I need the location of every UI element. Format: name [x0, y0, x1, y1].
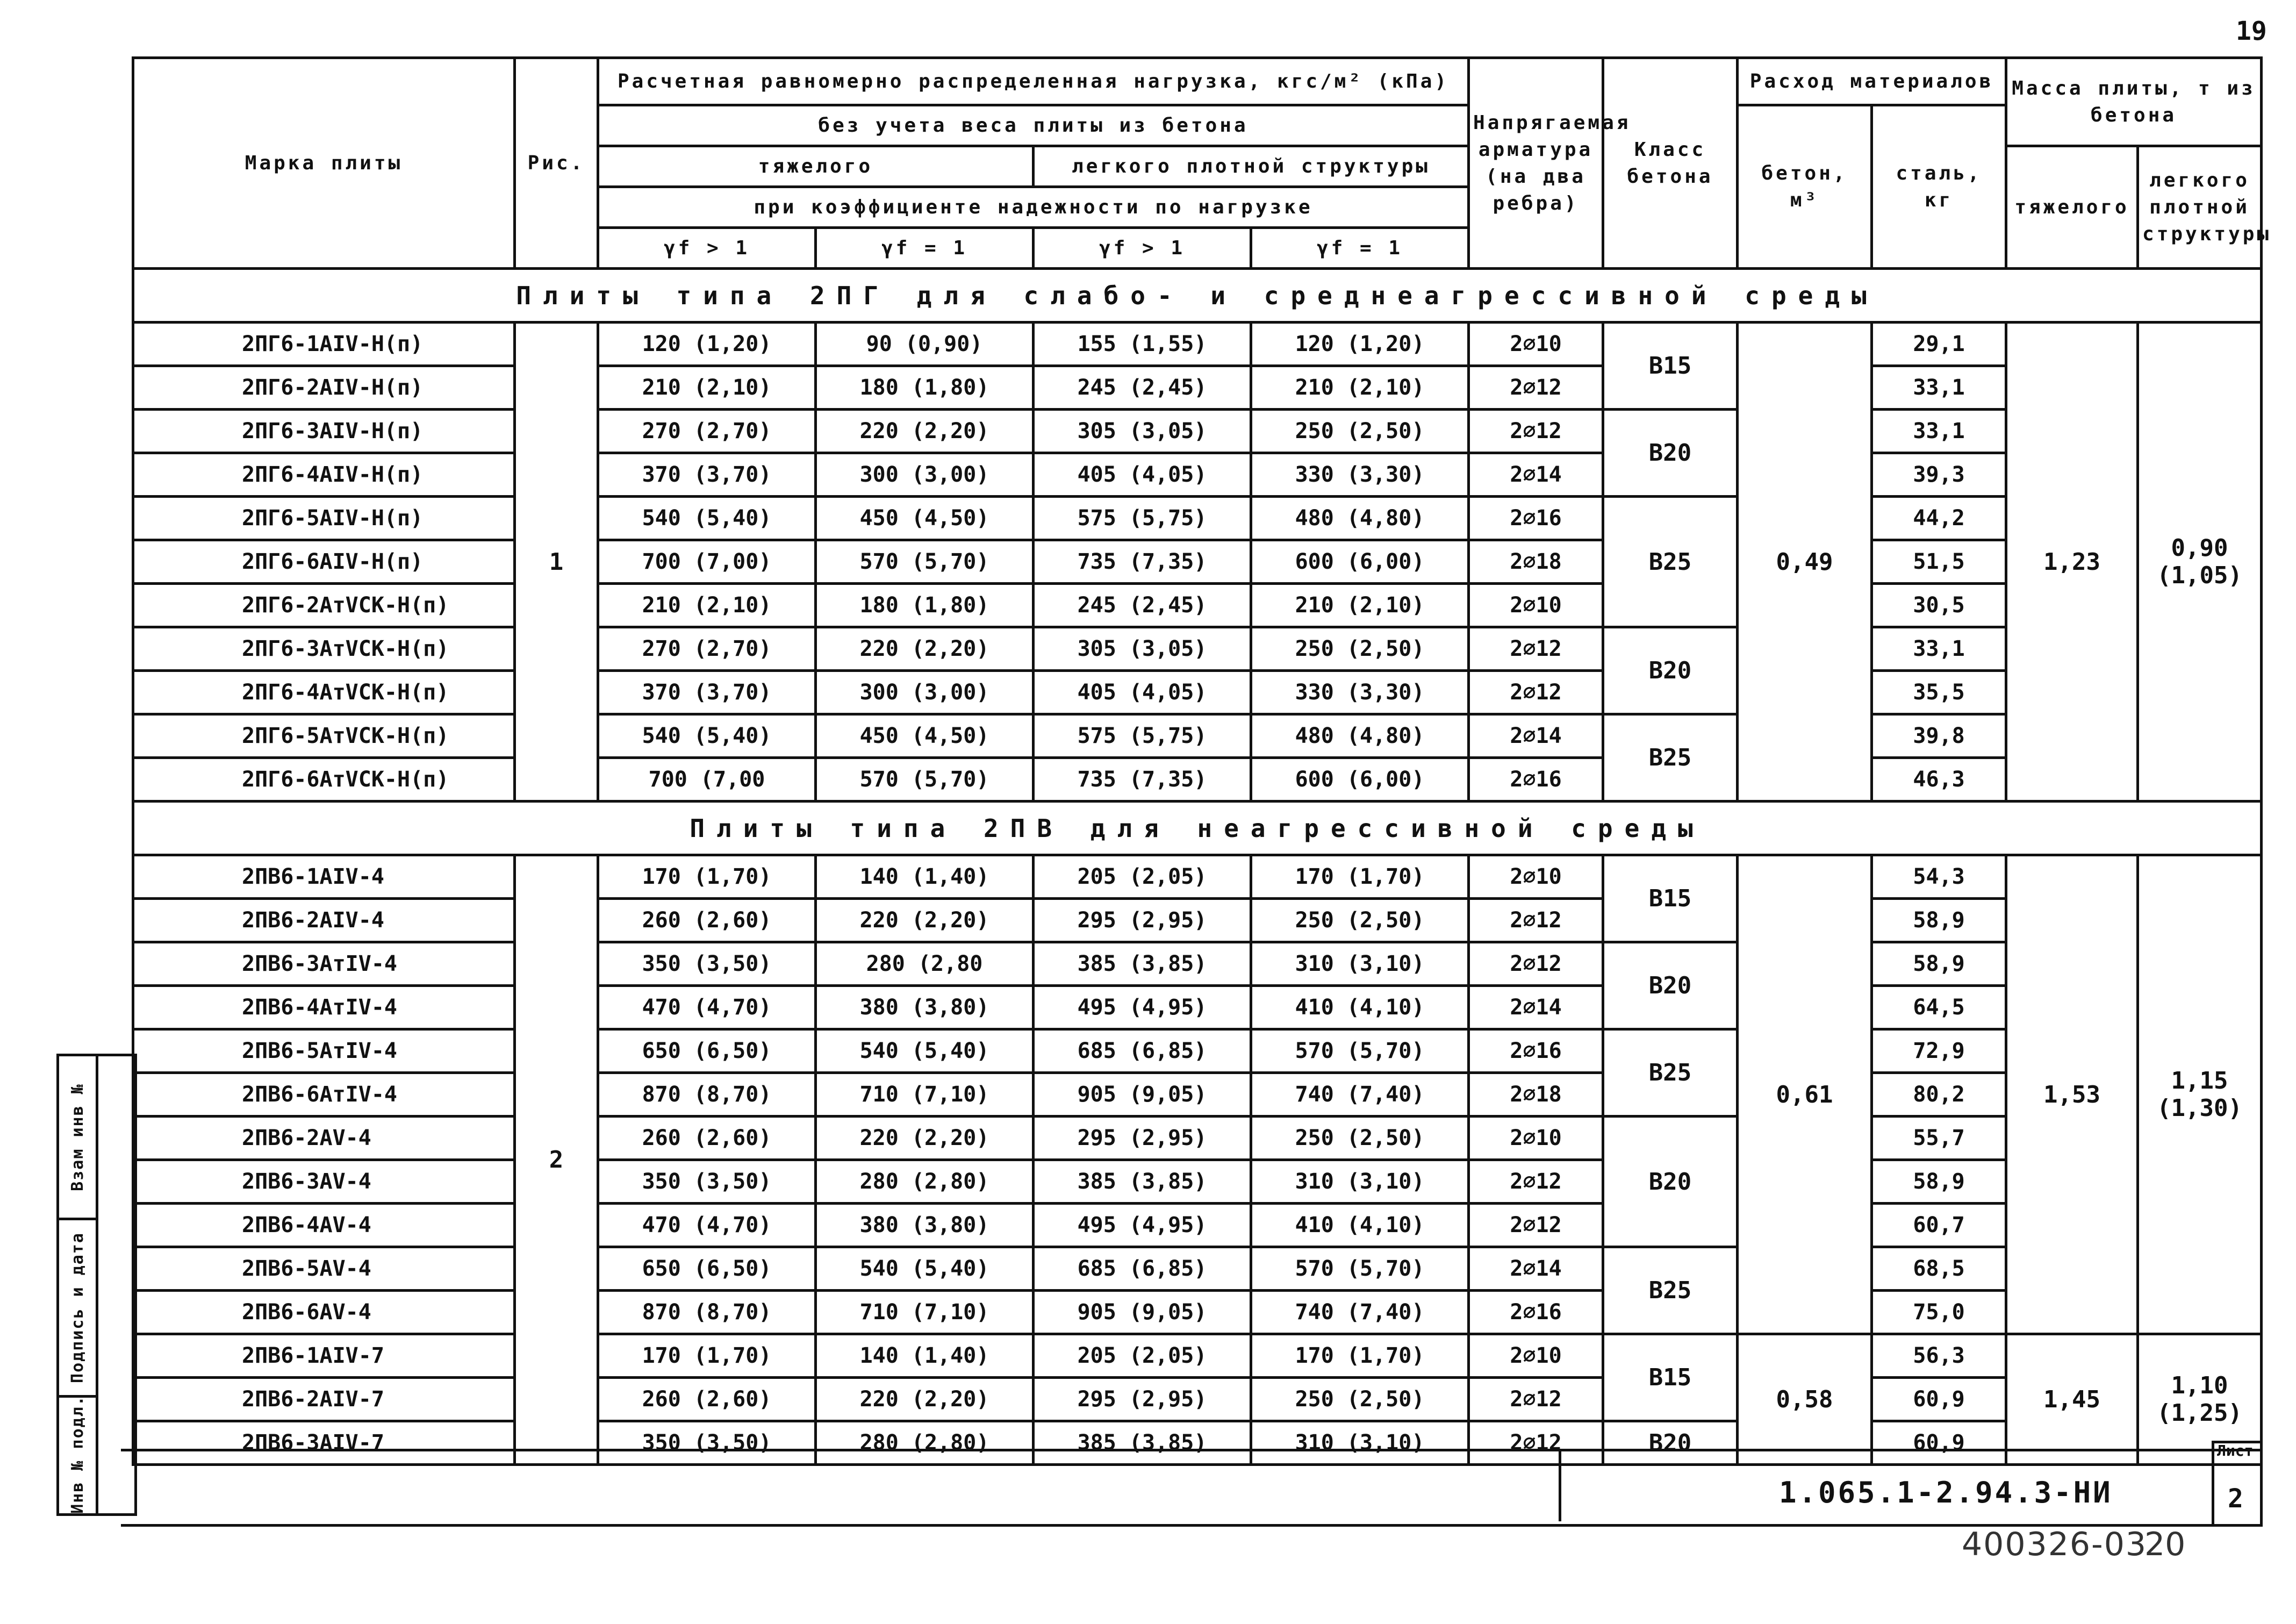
concrete-class: В15: [1603, 855, 1738, 942]
rebar: 2⌀18: [1469, 540, 1603, 584]
load-light-gf-gt1: 305 (3,05): [1034, 410, 1251, 453]
steel-mass: 58,9: [1872, 942, 2006, 986]
stamp-signature-date: Подпись и дата: [59, 1220, 96, 1398]
load-heavy-gf-eq1: 140 (1,40): [816, 855, 1034, 899]
load-light-gf-gt1: 295 (2,95): [1034, 899, 1251, 942]
concrete-class: В20: [1603, 1421, 1738, 1465]
rebar: 2⌀12: [1469, 1160, 1603, 1204]
steel-mass: 60,7: [1872, 1204, 2006, 1247]
table-row: [133, 540, 2262, 584]
load-light-gf-gt1: 495 (4,95): [1034, 986, 1251, 1029]
section-title: Плиты типа 2ПВ для неагрессивной среды: [133, 802, 2262, 855]
table-row: [133, 714, 2262, 758]
slab-mark: 2ПГ6-2АтVСК-Н(п): [133, 584, 515, 627]
header-gf-gt1-heavy: γf > 1: [598, 228, 816, 269]
load-light-gf-eq1: 600 (6,00): [1251, 540, 1469, 584]
rebar: 2⌀12: [1469, 1204, 1603, 1247]
steel-mass: 80,2: [1872, 1073, 2006, 1117]
concrete-class: В15: [1603, 323, 1738, 410]
load-light-gf-eq1: 120 (1,20): [1251, 323, 1469, 366]
figure-number: 2: [515, 855, 598, 1465]
rebar: 2⌀16: [1469, 1291, 1603, 1334]
header-gf-eq1-heavy: γf = 1: [816, 228, 1034, 269]
steel-mass: 72,9: [1872, 1029, 2006, 1073]
load-heavy-gf-eq1: 180 (1,80): [816, 584, 1034, 627]
rebar: 2⌀14: [1469, 453, 1603, 497]
table-row: [133, 1117, 2262, 1160]
mass-heavy: 1,53: [2006, 855, 2138, 1334]
steel-mass: 68,5: [1872, 1247, 2006, 1291]
slab-mark: 2ПГ6-2АIV-Н(п): [133, 366, 515, 410]
load-light-gf-gt1: 245 (2,45): [1034, 584, 1251, 627]
table-row: [133, 410, 2262, 453]
table-row: [133, 1378, 2262, 1421]
load-heavy-gf-gt1: 700 (7,00): [598, 540, 816, 584]
steel-mass: 58,9: [1872, 899, 2006, 942]
page-number: 19: [2236, 16, 2267, 46]
load-heavy-gf-gt1: 870 (8,70): [598, 1073, 816, 1117]
header-load-title: Расчетная равномерно распределенная нагрузка, кгс/м² (кПа): [598, 58, 1469, 105]
concrete-volume: 0,49: [1738, 323, 1872, 802]
table-row: [133, 497, 2262, 540]
load-light-gf-eq1: 250 (2,50): [1251, 1117, 1469, 1160]
slab-mark: 2ПВ6-3АтIV-4: [133, 942, 515, 986]
slab-specification-table: [132, 56, 2272, 1466]
header-mass-light: легкого плотной структуры: [2138, 146, 2262, 269]
load-heavy-gf-eq1: 280 (2,80: [816, 942, 1034, 986]
table-row: [133, 1334, 2262, 1378]
load-light-gf-eq1: 250 (2,50): [1251, 627, 1469, 671]
steel-mass: 44,2: [1872, 497, 2006, 540]
load-heavy-gf-gt1: 350 (3,50): [598, 942, 816, 986]
load-light-gf-gt1: 295 (2,95): [1034, 1117, 1251, 1160]
load-light-gf-gt1: 245 (2,45): [1034, 366, 1251, 410]
header-steel-kg: сталь, кг: [1872, 105, 2006, 269]
rebar: 2⌀16: [1469, 1029, 1603, 1073]
load-heavy-gf-eq1: 540 (5,40): [816, 1247, 1034, 1291]
load-heavy-gf-eq1: 710 (7,10): [816, 1073, 1034, 1117]
load-light-gf-gt1: 905 (9,05): [1034, 1073, 1251, 1117]
load-light-gf-eq1: 250 (2,50): [1251, 1378, 1469, 1421]
load-light-gf-eq1: 600 (6,00): [1251, 758, 1469, 802]
steel-mass: 64,5: [1872, 986, 2006, 1029]
load-heavy-gf-gt1: 270 (2,70): [598, 410, 816, 453]
mass-light: 1,15 (1,30): [2138, 855, 2262, 1334]
steel-mass: 30,5: [1872, 584, 2006, 627]
load-heavy-gf-eq1: 540 (5,40): [816, 1029, 1034, 1073]
side-stamp: [56, 1054, 137, 1516]
table-row: [133, 986, 2262, 1029]
slab-mark: 2ПГ6-3АтVСК-Н(п): [133, 627, 515, 671]
load-light-gf-eq1: 250 (2,50): [1251, 899, 1469, 942]
section-title: Плиты типа 2ПГ для слабо- и среднеагрессивной среды: [133, 269, 2262, 323]
sheet-separator: [2212, 1463, 2260, 1466]
load-heavy-gf-gt1: 540 (5,40): [598, 714, 816, 758]
mass-heavy: 1,23: [2006, 323, 2138, 802]
header-mass-heavy: тяжелого: [2006, 146, 2138, 269]
load-heavy-gf-gt1: 470 (4,70): [598, 1204, 816, 1247]
rebar: 2⌀12: [1469, 1378, 1603, 1421]
load-light-gf-gt1: 735 (7,35): [1034, 758, 1251, 802]
rebar: 2⌀12: [1469, 410, 1603, 453]
table-row: [133, 1247, 2262, 1291]
load-heavy-gf-eq1: 570 (5,70): [816, 540, 1034, 584]
header-gf-eq1-light: γf = 1: [1251, 228, 1469, 269]
load-light-gf-gt1: 405 (4,05): [1034, 671, 1251, 714]
load-light-gf-eq1: 310 (3,10): [1251, 1421, 1469, 1465]
load-light-gf-eq1: 480 (4,80): [1251, 497, 1469, 540]
sheet-label: Лист: [2217, 1442, 2254, 1460]
rebar: 2⌀10: [1469, 1117, 1603, 1160]
header-concrete-m3: бетон, м³: [1738, 105, 1872, 269]
load-light-gf-gt1: 305 (3,05): [1034, 627, 1251, 671]
mass-light: 1,10 (1,25): [2138, 1334, 2262, 1465]
load-light-gf-gt1: 385 (3,85): [1034, 942, 1251, 986]
slab-mark: 2ПВ6-5АV-4: [133, 1247, 515, 1291]
document-code: 1.065.1-2.94.3-НИ: [1779, 1476, 2113, 1509]
load-heavy-gf-gt1: 120 (1,20): [598, 323, 816, 366]
steel-mass: 35,5: [1872, 671, 2006, 714]
stamp-inv-orig: Инв № подл.: [68, 1394, 87, 1514]
table-row: [133, 453, 2262, 497]
table-row: [133, 323, 2262, 366]
table-row: [133, 584, 2262, 627]
header-light: легкого плотной структуры: [1034, 146, 1469, 187]
concrete-class: В25: [1603, 1247, 1738, 1334]
rebar: 2⌀12: [1469, 671, 1603, 714]
table-row: [133, 899, 2262, 942]
table-row: [133, 855, 2262, 899]
table-row: [133, 1291, 2262, 1334]
slab-mark: 2ПВ6-2АV-4: [133, 1117, 515, 1160]
load-light-gf-eq1: 410 (4,10): [1251, 1204, 1469, 1247]
load-light-gf-eq1: 170 (1,70): [1251, 1334, 1469, 1378]
concrete-class: В20: [1603, 627, 1738, 714]
load-light-gf-gt1: 205 (2,05): [1034, 855, 1251, 899]
load-heavy-gf-gt1: 260 (2,60): [598, 1117, 816, 1160]
load-heavy-gf-gt1: 210 (2,10): [598, 366, 816, 410]
load-light-gf-eq1: 310 (3,10): [1251, 942, 1469, 986]
concrete-class: В20: [1603, 942, 1738, 1029]
slab-mark: 2ПГ6-1АIV-Н(п): [133, 323, 515, 366]
steel-mass: 54,3: [1872, 855, 2006, 899]
steel-mass: 33,1: [1872, 410, 2006, 453]
slab-mark: 2ПВ6-2АIV-7: [133, 1378, 515, 1421]
rebar: 2⌀12: [1469, 942, 1603, 986]
steel-mass: 75,0: [1872, 1291, 2006, 1334]
concrete-class: В20: [1603, 1117, 1738, 1247]
load-light-gf-gt1: 685 (6,85): [1034, 1247, 1251, 1291]
table-row: [133, 366, 2262, 410]
load-light-gf-gt1: 575 (5,75): [1034, 714, 1251, 758]
load-heavy-gf-eq1: 710 (7,10): [816, 1291, 1034, 1334]
load-light-gf-eq1: 170 (1,70): [1251, 855, 1469, 899]
load-light-gf-eq1: 210 (2,10): [1251, 584, 1469, 627]
load-heavy-gf-gt1: 270 (2,70): [598, 627, 816, 671]
load-heavy-gf-gt1: 210 (2,10): [598, 584, 816, 627]
rebar: 2⌀12: [1469, 366, 1603, 410]
load-heavy-gf-gt1: 470 (4,70): [598, 986, 816, 1029]
table-row: [133, 1160, 2262, 1204]
slab-mark: 2ПВ6-1АIV-4: [133, 855, 515, 899]
slab-mark: 2ПГ6-5АIV-Н(п): [133, 497, 515, 540]
mass-light: 0,90 (1,05): [2138, 323, 2262, 802]
rebar: 2⌀14: [1469, 714, 1603, 758]
load-light-gf-gt1: 295 (2,95): [1034, 1378, 1251, 1421]
slab-mark: 2ПВ6-5АтIV-4: [133, 1029, 515, 1073]
header-materials: Расход материалов: [1738, 58, 2006, 105]
rebar: 2⌀12: [1469, 627, 1603, 671]
load-heavy-gf-eq1: 380 (3,80): [816, 986, 1034, 1029]
slab-mark: 2ПВ6-6АV-4: [133, 1291, 515, 1334]
slab-mark: 2ПВ6-4АтIV-4: [133, 986, 515, 1029]
table-row: [133, 758, 2262, 802]
load-light-gf-eq1: 330 (3,30): [1251, 453, 1469, 497]
load-heavy-gf-eq1: 300 (3,00): [816, 671, 1034, 714]
load-heavy-gf-gt1: 650 (6,50): [598, 1247, 816, 1291]
mass-heavy: 1,45: [2006, 1334, 2138, 1465]
load-light-gf-eq1: 250 (2,50): [1251, 410, 1469, 453]
table-row: [133, 671, 2262, 714]
load-heavy-gf-eq1: 300 (3,00): [816, 453, 1034, 497]
load-light-gf-gt1: 575 (5,75): [1034, 497, 1251, 540]
slab-mark: 2ПВ6-3АV-4: [133, 1160, 515, 1204]
slab-mark: 2ПГ6-4АIV-Н(п): [133, 453, 515, 497]
load-heavy-gf-gt1: 260 (2,60): [598, 899, 816, 942]
slab-mark: 2ПГ6-3АIV-Н(п): [133, 410, 515, 453]
load-heavy-gf-gt1: 370 (3,70): [598, 671, 816, 714]
load-heavy-gf-gt1: 370 (3,70): [598, 453, 816, 497]
load-heavy-gf-gt1: 170 (1,70): [598, 855, 816, 899]
load-light-gf-eq1: 740 (7,40): [1251, 1291, 1469, 1334]
concrete-class: В25: [1603, 714, 1738, 802]
rebar: 2⌀10: [1469, 855, 1603, 899]
steel-mass: 55,7: [1872, 1117, 2006, 1160]
rebar: 2⌀10: [1469, 584, 1603, 627]
load-heavy-gf-eq1: 450 (4,50): [816, 497, 1034, 540]
load-light-gf-gt1: 685 (6,85): [1034, 1029, 1251, 1073]
load-light-gf-gt1: 495 (4,95): [1034, 1204, 1251, 1247]
rebar: 2⌀12: [1469, 899, 1603, 942]
load-heavy-gf-gt1: 170 (1,70): [598, 1334, 816, 1378]
slab-mark: 2ПВ6-1АIV-7: [133, 1334, 515, 1378]
steel-mass: 60,9: [1872, 1378, 2006, 1421]
load-heavy-gf-eq1: 180 (1,80): [816, 366, 1034, 410]
sheet-number: 2: [2228, 1484, 2243, 1514]
slab-mark: 2ПГ6-5АтVСК-Н(п): [133, 714, 515, 758]
rebar: 2⌀18: [1469, 1073, 1603, 1117]
load-light-gf-gt1: 405 (4,05): [1034, 453, 1251, 497]
slab-mark: 2ПГ6-4АтVСК-Н(п): [133, 671, 515, 714]
steel-mass: 56,3: [1872, 1334, 2006, 1378]
table-row: [133, 942, 2262, 986]
header-rebar: Напрягаемая арматура (на два ребра): [1469, 58, 1603, 269]
load-light-gf-gt1: 155 (1,55): [1034, 323, 1251, 366]
load-heavy-gf-eq1: 570 (5,70): [816, 758, 1034, 802]
concrete-class: В25: [1603, 497, 1738, 627]
load-light-gf-eq1: 410 (4,10): [1251, 986, 1469, 1029]
figure-number: 1: [515, 323, 598, 802]
load-light-gf-gt1: 735 (7,35): [1034, 540, 1251, 584]
archive-page: 20: [2144, 1526, 2186, 1563]
load-light-gf-eq1: 570 (5,70): [1251, 1247, 1469, 1291]
rebar: 2⌀14: [1469, 986, 1603, 1029]
table-body: [133, 269, 2262, 1465]
load-light-gf-eq1: 480 (4,80): [1251, 714, 1469, 758]
load-heavy-gf-eq1: 280 (2,80): [816, 1421, 1034, 1465]
steel-mass: 46,3: [1872, 758, 2006, 802]
load-heavy-gf-eq1: 220 (2,20): [816, 627, 1034, 671]
header-gf-gt1-light: γf > 1: [1034, 228, 1251, 269]
steel-mass: 33,1: [1872, 627, 2006, 671]
load-light-gf-gt1: 205 (2,05): [1034, 1334, 1251, 1378]
load-light-gf-eq1: 210 (2,10): [1251, 366, 1469, 410]
rebar: 2⌀10: [1469, 323, 1603, 366]
steel-mass: 39,3: [1872, 453, 2006, 497]
load-light-gf-gt1: 385 (3,85): [1034, 1421, 1251, 1465]
steel-mass: 39,8: [1872, 714, 2006, 758]
load-heavy-gf-gt1: 350 (3,50): [598, 1421, 816, 1465]
header-fig: Рис.: [515, 58, 598, 269]
steel-mass: 60,9: [1872, 1421, 2006, 1465]
rebar: 2⌀14: [1469, 1247, 1603, 1291]
steel-mass: 51,5: [1872, 540, 2006, 584]
archive-code: 400326-03: [1962, 1526, 2148, 1563]
load-heavy-gf-eq1: 220 (2,20): [816, 1378, 1034, 1421]
rebar: 2⌀10: [1469, 1334, 1603, 1378]
header-coef: при коэффициенте надежности по нагрузке: [598, 187, 1469, 228]
concrete-volume: 0,58: [1738, 1334, 1872, 1465]
steel-mass: 33,1: [1872, 366, 2006, 410]
load-light-gf-gt1: 905 (9,05): [1034, 1291, 1251, 1334]
slab-mark: 2ПГ6-6АIV-Н(п): [133, 540, 515, 584]
rebar: 2⌀16: [1469, 497, 1603, 540]
header-heavy: тяжелого: [598, 146, 1034, 187]
load-heavy-gf-eq1: 220 (2,20): [816, 899, 1034, 942]
slab-mark: 2ПГ6-6АтVСК-Н(п): [133, 758, 515, 802]
load-heavy-gf-eq1: 220 (2,20): [816, 410, 1034, 453]
slab-mark: 2ПВ6-3АIV-7: [133, 1421, 515, 1465]
load-light-gf-eq1: 740 (7,40): [1251, 1073, 1469, 1117]
slab-mark: 2ПВ6-4АV-4: [133, 1204, 515, 1247]
load-light-gf-gt1: 385 (3,85): [1034, 1160, 1251, 1204]
load-heavy-gf-eq1: 450 (4,50): [816, 714, 1034, 758]
load-heavy-gf-gt1: 540 (5,40): [598, 497, 816, 540]
load-heavy-gf-gt1: 650 (6,50): [598, 1029, 816, 1073]
load-heavy-gf-eq1: 90 (0,90): [816, 323, 1034, 366]
rebar: 2⌀16: [1469, 758, 1603, 802]
load-heavy-gf-gt1: 350 (3,50): [598, 1160, 816, 1204]
load-light-gf-eq1: 330 (3,30): [1251, 671, 1469, 714]
table-row: [133, 1073, 2262, 1117]
steel-mass: 29,1: [1872, 323, 2006, 366]
load-light-gf-eq1: 570 (5,70): [1251, 1029, 1469, 1073]
concrete-class: В20: [1603, 410, 1738, 497]
stamp-inv-replace: Взам инв №: [59, 1056, 96, 1220]
load-heavy-gf-gt1: 870 (8,70): [598, 1291, 816, 1334]
load-heavy-gf-gt1: 260 (2,60): [598, 1378, 816, 1421]
steel-mass: 58,9: [1872, 1160, 2006, 1204]
header-concrete-class: Класс бетона: [1603, 58, 1738, 269]
concrete-volume: 0,61: [1738, 855, 1872, 1334]
slab-mark: 2ПВ6-2АIV-4: [133, 899, 515, 942]
load-heavy-gf-eq1: 220 (2,20): [816, 1117, 1034, 1160]
load-light-gf-eq1: 310 (3,10): [1251, 1160, 1469, 1204]
header-load-sub: без учета веса плиты из бетона: [598, 105, 1469, 146]
concrete-class: В25: [1603, 1029, 1738, 1117]
table-row: [133, 627, 2262, 671]
load-heavy-gf-eq1: 140 (1,40): [816, 1334, 1034, 1378]
table-row: [133, 1029, 2262, 1073]
rebar: 2⌀12: [1469, 1421, 1603, 1465]
load-heavy-gf-eq1: 380 (3,80): [816, 1204, 1034, 1247]
load-heavy-gf-eq1: 280 (2,80): [816, 1160, 1034, 1204]
concrete-class: В15: [1603, 1334, 1738, 1421]
table-row: [133, 1204, 2262, 1247]
header-mass: Масса плиты, т из бетона: [2006, 58, 2262, 146]
slab-mark: 2ПВ6-6АтIV-4: [133, 1073, 515, 1117]
load-heavy-gf-gt1: 700 (7,00: [598, 758, 816, 802]
header-mark: Марка плиты: [133, 58, 515, 269]
